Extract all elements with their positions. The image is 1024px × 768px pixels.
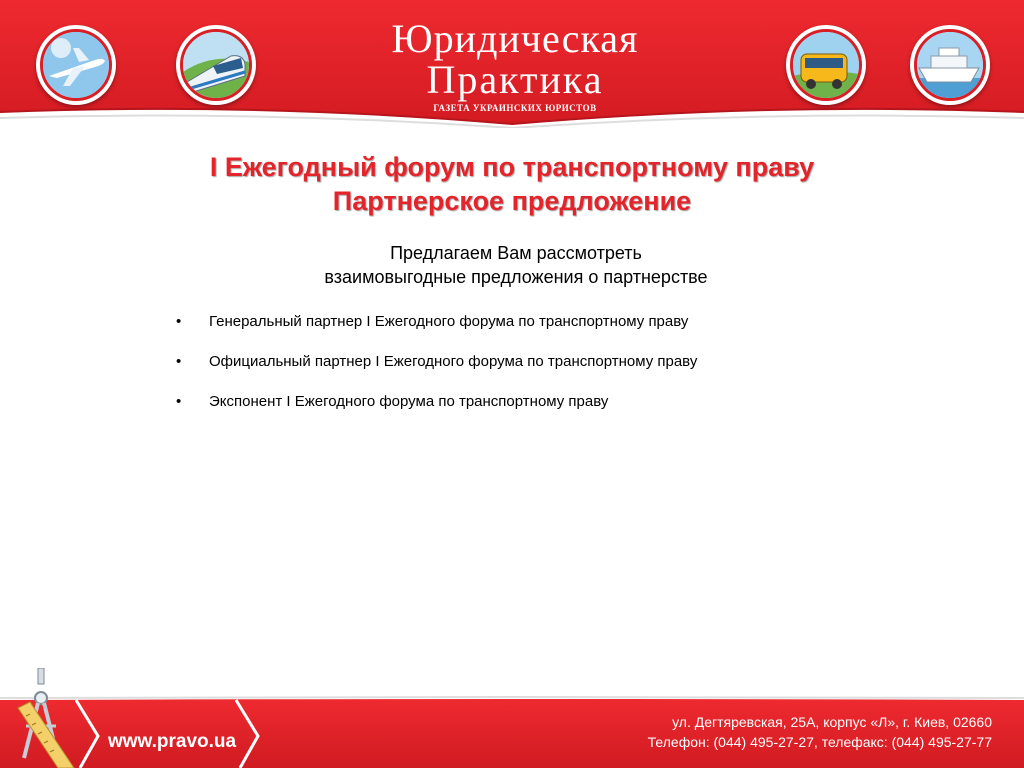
bus-icon: [793, 32, 859, 98]
address: ул. Дегтяревская, 25А, корпус «Л», г. Киев, 02660: [672, 714, 992, 730]
list-item: [176, 392, 697, 432]
page-title: [0, 150, 1024, 218]
contact-info: [648, 712, 992, 752]
list-item-text: Официальный партнер I Ежегодного форума по транспортному праву: [209, 353, 698, 370]
train-icon: [183, 32, 249, 98]
title-line-1: I Ежегодный форум по транспортному праву: [209, 152, 815, 182]
list-item: [176, 352, 697, 392]
bullet-marker: •: [176, 393, 182, 410]
bullet-marker: •: [176, 313, 182, 330]
header: [0, 0, 1024, 128]
logo: [360, 18, 670, 114]
list-item-text: Генеральный партнер I Ежегодного форума по транспортному праву: [209, 313, 689, 330]
list-item-text: Экспонент I Ежегодного форума по транспортному праву: [209, 393, 609, 410]
train-badge: [176, 25, 256, 105]
title-line-2: Партнерское предложение: [332, 186, 692, 216]
airplane-icon: [43, 32, 109, 98]
bus-badge: [786, 25, 866, 105]
ship-badge: [910, 25, 990, 105]
logo-line-2: Практика: [426, 57, 604, 102]
phone-numbers: Телефон: (044) 495-27-27, телефакс: (044) 495-27-77: [647, 734, 992, 750]
logo-tagline: ГАЗЕТА УКРАИНСКИХ ЮРИСТОВ: [433, 103, 597, 113]
website-link[interactable]: www.pravo.ua: [108, 731, 237, 752]
logo-line-1: Юридическая: [391, 16, 639, 61]
airplane-badge: [36, 25, 116, 105]
footer: [0, 668, 1024, 768]
list-item: [176, 312, 697, 352]
partner-list: [176, 312, 697, 432]
bullet-marker: •: [176, 353, 182, 370]
ship-icon: [917, 32, 983, 98]
lead-line-1: Предлагаем Вам рассмотреть: [390, 243, 642, 263]
lead-line-2: взаимовыгодные предложения о партнерстве: [324, 267, 708, 287]
lead-text: [0, 241, 1024, 289]
